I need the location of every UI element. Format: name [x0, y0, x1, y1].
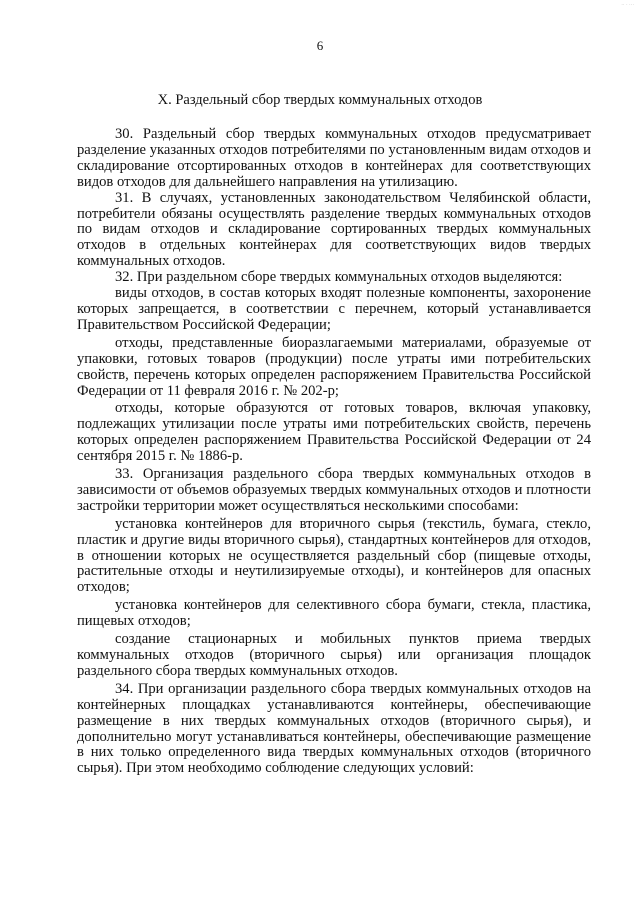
scan-corner-mark: ·· · ···	[621, 2, 634, 8]
paragraph-31: 31. В случаях, установленных законодательством Челябинской области, потребители обязаны осуществлять разделение твердых коммунальных отходов по видам отходов и складирование сортированных твердых коммунальных отходов в отдельных контейнерах для соответствующих видов твердых коммунальных отходов.	[77, 189, 591, 270]
list-item-selective-containers: установка контейнеров для селективного сбора бумаги, стекла, пластика, пищевых отходов;	[77, 597, 591, 630]
paragraph-32: 32. При раздельном сборе твердых коммунальных отходов выделяются:	[115, 269, 563, 286]
document-body	[77, 127, 591, 777]
paragraph-33: 33. Организация раздельного сбора твердых коммунальных отходов в зависимости от объемов образуемых твердых коммунальных отходов и плотности застройки территории может осуществляться несколькими способами:	[77, 466, 591, 514]
list-item-biodegradable: отходы, представленные биоразлагаемыми материалами, образуемые от упаковки, готовых товаров (продукции) после утраты ими потребительских свойств, перечень которых определен распоряжением Правительства Российской Федерации от 11 февраля 2016 г. № 202-р;	[77, 334, 591, 399]
list-item-collection-points: создание стационарных и мобильных пунктов приема твердых коммунальных отходов (вторичного сырья) или организация площадок раздельного сбора твердых коммунальных отходов.	[77, 631, 591, 679]
page-number: 6	[316, 38, 324, 53]
list-item-useful-components: виды отходов, в состав которых входят полезные компоненты, захоронение которых запрещается, в соответствии с перечнем, который устанавливается Правительством Российской Федерации;	[77, 285, 591, 333]
paragraph-34: 34. При организации раздельного сбора твердых коммунальных отходов на контейнерных площадках устанавливаются контейнеры, обеспечивающие размещение в них твердых коммунальных отходов (вторичного сырья), и дополнительно могут устанавливаться контейнеры, обеспечивающие размещение в них только определенного вида твердых коммунальных отходов (вторичного сырья). При этом необходимо соблюдение следующих условий:	[77, 680, 591, 777]
list-item-packaging: отходы, которые образуются от готовых товаров, включая упаковку, подлежащих утилизации после утраты ими потребительских свойств, перечень которых определен распоряжением Правительства Российской Федерации от 24 сентября 2015 г. № 1886-р.	[77, 400, 591, 465]
section-heading: X. Раздельный сбор твердых коммунальных отходов	[157, 92, 483, 108]
paragraph-30: 30. Раздельный сбор твердых коммунальных отходов предусматривает разделение указанных отходов потребителями по установленным видам отходов и складирование отсортированных отходов в контейнерах для соответствующих видов отходов для дальнейшего направления на утилизацию.	[77, 126, 591, 190]
list-item-secondary-containers: установка контейнеров для вторичного сырья (текстиль, бумага, стекло, пластик и другие виды вторичного сырья), стандартных контейнеров для отходов, в отношении которых не осуществляется раздельный сбор (пищевые отходы, растительные отходы и неутилизируемые отходы), и контейнеров для опасных отходов;	[77, 515, 591, 596]
